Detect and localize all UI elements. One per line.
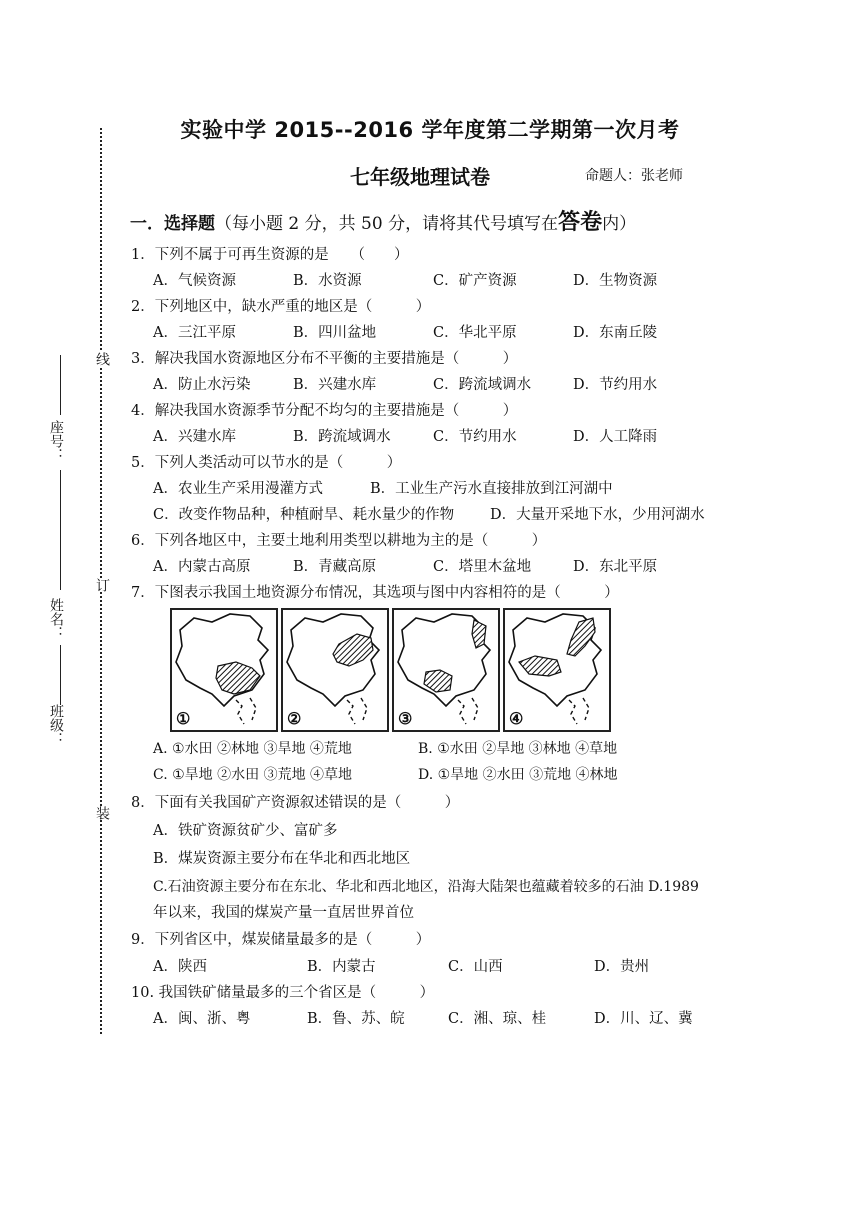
q8-option-d-continued: 年以来，我国的煤炭产量一直居世界首位 [153, 905, 414, 921]
name-blank-line[interactable] [60, 470, 61, 590]
q7-option-c: C. ①旱地 ②水田 ③荒地 ④草地 [153, 767, 353, 783]
seat-label: 座号： [48, 420, 64, 462]
map-1 [170, 608, 278, 732]
exam-title: 实验中学 2015--2016 学年度第二学期第一次月考 [180, 118, 680, 142]
q6-option-c: C．塔里木盆地 [433, 559, 532, 575]
q5-option-a: A．农业生产采用漫灌方式 [153, 481, 323, 497]
q5-option-b: B．工业生产污水直接排放到江河湖中 [370, 481, 613, 497]
question-5: 5．下列人类活动可以节水的是（ ） [131, 455, 402, 471]
q9-option-c: C．山西 [448, 959, 503, 975]
q10-option-a: A．闽、浙、粤 [153, 1011, 251, 1027]
map-2-number: ② [287, 709, 302, 728]
q2-option-a: A．三江平原 [153, 325, 236, 341]
exam-subtitle: 七年级地理试卷 [350, 165, 490, 189]
land-resource-maps [170, 608, 612, 734]
q3-option-d: D．节约用水 [573, 377, 658, 393]
q8-option-c: C.石油资源主要分布在东北、华北和西北地区，沿海大陆架也蕴藏着较多的石油 D.1989 [153, 879, 699, 895]
question-1: 1．下列不属于可再生资源的是 （ ） [131, 247, 409, 263]
class-label: 班级： [48, 704, 64, 746]
q6-option-d: D．东北平原 [573, 559, 658, 575]
margin-bind-char: 装 [94, 806, 110, 820]
name-label: 姓名： [48, 598, 64, 640]
q9-option-d: D．贵州 [594, 959, 650, 975]
map-2 [281, 608, 389, 732]
q10-option-b: B．鲁、苏、皖 [307, 1011, 405, 1027]
q3-option-a: A．防止水污染 [153, 377, 251, 393]
q5-option-d: D．大量开采地下水，少用河湖水 [490, 507, 705, 523]
question-8: 8．下面有关我国矿产资源叙述错误的是（ ） [131, 795, 460, 811]
q4-option-d: D．人工降雨 [573, 429, 658, 445]
question-3: 3．解决我国水资源地区分布不平衡的主要措施是（ ） [131, 351, 518, 367]
q10-option-d: D．川、辽、冀 [594, 1011, 693, 1027]
section-instructions-1: （每小题 2 分，共 50 分，请将其代号填写在 [215, 214, 559, 234]
q7-option-b: B. ①水田 ②旱地 ③林地 ④草地 [418, 741, 618, 757]
class-blank-line[interactable] [60, 645, 61, 705]
q1-option-d: D．生物资源 [573, 273, 658, 289]
q3-option-c: C．跨流域调水 [433, 377, 532, 393]
q6-option-a: A．内蒙古高原 [153, 559, 251, 575]
q5-option-c: C．改变作物品种，种植耐旱、耗水量少的作物 [153, 507, 455, 523]
margin-order-char: 订 [94, 578, 110, 592]
q9-option-b: B．内蒙古 [307, 959, 376, 975]
question-10: 10. 我国铁矿储量最多的三个省区是（ ） [131, 985, 435, 1001]
q8-option-a: A．铁矿资源贫矿少、富矿多 [153, 823, 338, 839]
map-3-number: ③ [398, 709, 413, 728]
map-1-number: ① [176, 709, 191, 728]
section-instructions-2: 内） [602, 214, 637, 234]
question-6: 6．下列各地区中，主要土地利用类型以耕地为主的是（ ） [131, 533, 547, 549]
question-4: 4．解决我国水资源季节分配不均匀的主要措施是（ ） [131, 403, 518, 419]
q3-option-b: B．兴建水库 [293, 377, 377, 393]
section-heading [130, 205, 636, 236]
q2-option-c: C．华北平原 [433, 325, 517, 341]
map-4 [503, 608, 611, 732]
q10-option-c: C．湘、琼、桂 [448, 1011, 547, 1027]
q7-option-d: D. ①旱地 ②水田 ③荒地 ④林地 [418, 767, 618, 783]
q1-option-c: C．矿产资源 [433, 273, 517, 289]
q4-option-a: A．兴建水库 [153, 429, 236, 445]
question-2: 2．下列地区中，缺水严重的地区是（ ） [131, 299, 431, 315]
margin-line-char: 线 [94, 352, 110, 366]
q2-option-d: D．东南丘陵 [573, 325, 658, 341]
q1-option-b: B．水资源 [293, 273, 362, 289]
q4-option-c: C．节约用水 [433, 429, 517, 445]
section-instructions-emphasis: 答卷 [558, 209, 603, 235]
q6-option-b: B．青藏高原 [293, 559, 377, 575]
map-4-number: ④ [509, 709, 524, 728]
question-7: 7．下图表示我国土地资源分布情况，其选项与图中内容相符的是（ ） [131, 585, 619, 601]
q4-option-b: B．跨流域调水 [293, 429, 391, 445]
q7-option-a: A. ①水田 ②林地 ③旱地 ④荒地 [153, 741, 352, 757]
q1-option-a: A．气候资源 [153, 273, 236, 289]
q8-option-b: B．煤炭资源主要分布在华北和西北地区 [153, 851, 411, 867]
question-9: 9．下列省区中，煤炭储量最多的是（ ） [131, 932, 431, 948]
seat-blank-line[interactable] [60, 355, 61, 415]
section-title: 一．选择题 [130, 214, 215, 234]
exam-author: 命题人：张老师 [585, 168, 683, 184]
q9-option-a: A．陕西 [153, 959, 207, 975]
q2-option-b: B．四川盆地 [293, 325, 377, 341]
map-3 [392, 608, 500, 732]
